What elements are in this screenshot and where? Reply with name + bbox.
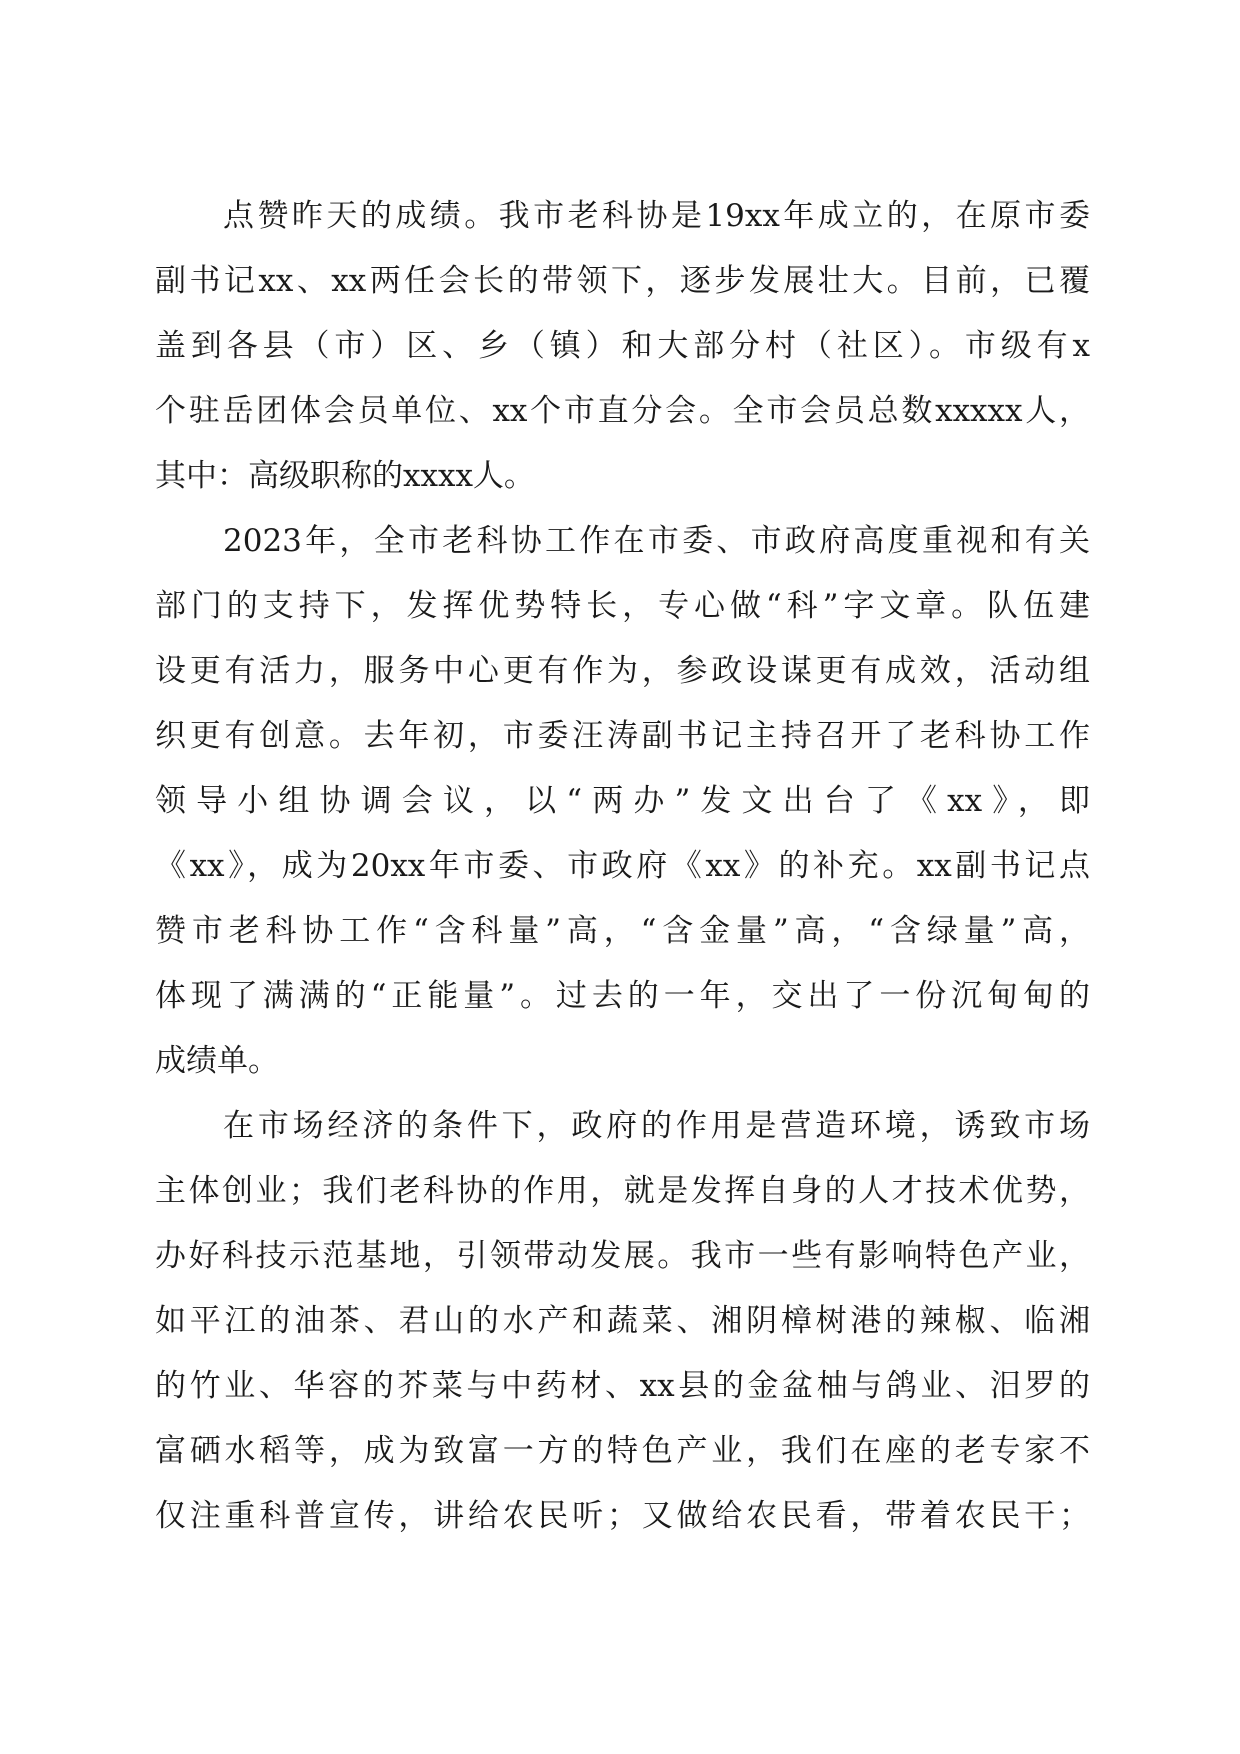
text-line: 《xx》，成为20xx年市委、市政府《xx》的补充。xx副书记点 (155, 848, 1090, 884)
text-line: 成绩单。 (155, 1043, 279, 1079)
text-line: 富硒水稻等，成为致富一方的特色产业，我们在座的老专家不 (155, 1433, 1090, 1469)
text-line: 如平江的油茶、君山的水产和蔬菜、湘阴樟树港的辣椒、临湘 (155, 1303, 1090, 1339)
text-line: 织更有创意。去年初，市委汪涛副书记主持召开了老科协工作 (155, 718, 1090, 754)
paragraph-3 (155, 1094, 1090, 1549)
text-line: 其中：高级职称的xxxx人。 (155, 458, 535, 494)
text-line: 办好科技示范基地，引领带动发展。我市一些有影响特色产业， (155, 1238, 1090, 1274)
text-line: 点赞昨天的成绩。我市老科协是19xx年成立的，在原市委 (223, 198, 1090, 234)
text-line: 体现了满满的“正能量”。过去的一年，交出了一份沉甸甸的 (155, 978, 1090, 1014)
text-line: 个驻岳团体会员单位、xx个市直分会。全市会员总数xxxxx人， (155, 393, 1090, 429)
text-line: 的竹业、华容的芥菜与中药材、xx县的金盆柚与鸽业、汨罗的 (155, 1368, 1090, 1404)
text-line: 在市场经济的条件下，政府的作用是营造环境，诱致市场 (223, 1108, 1090, 1144)
text-line: 赞市老科协工作“含科量”高，“含金量”高，“含绿量”高， (155, 913, 1090, 949)
text-line: 盖到各县（市）区、乡（镇）和大部分村（社区）。市级有x (155, 328, 1090, 364)
text-line: 部门的支持下，发挥优势特长，专心做“科”字文章。队伍建 (155, 588, 1090, 624)
paragraph-2 (155, 509, 1090, 1094)
text-line: 副书记xx、xx两任会长的带领下，逐步发展壮大。目前，已覆 (155, 263, 1090, 299)
text-line: 主体创业；我们老科协的作用，就是发挥自身的人才技术优势， (155, 1173, 1090, 1209)
text-line: 2023年，全市老科协工作在市委、市政府高度重视和有关 (223, 523, 1090, 559)
text-line: 领导小组协调会议，以“两办”发文出台了《xx》，即 (155, 783, 1090, 819)
text-line: 设更有活力，服务中心更有作为，参政设谋更有成效，活动组 (155, 653, 1090, 689)
text-line: 仅注重科普宣传，讲给农民听；又做给农民看，带着农民干； (155, 1498, 1090, 1534)
document-body (155, 184, 1090, 1549)
paragraph-1 (155, 184, 1090, 509)
